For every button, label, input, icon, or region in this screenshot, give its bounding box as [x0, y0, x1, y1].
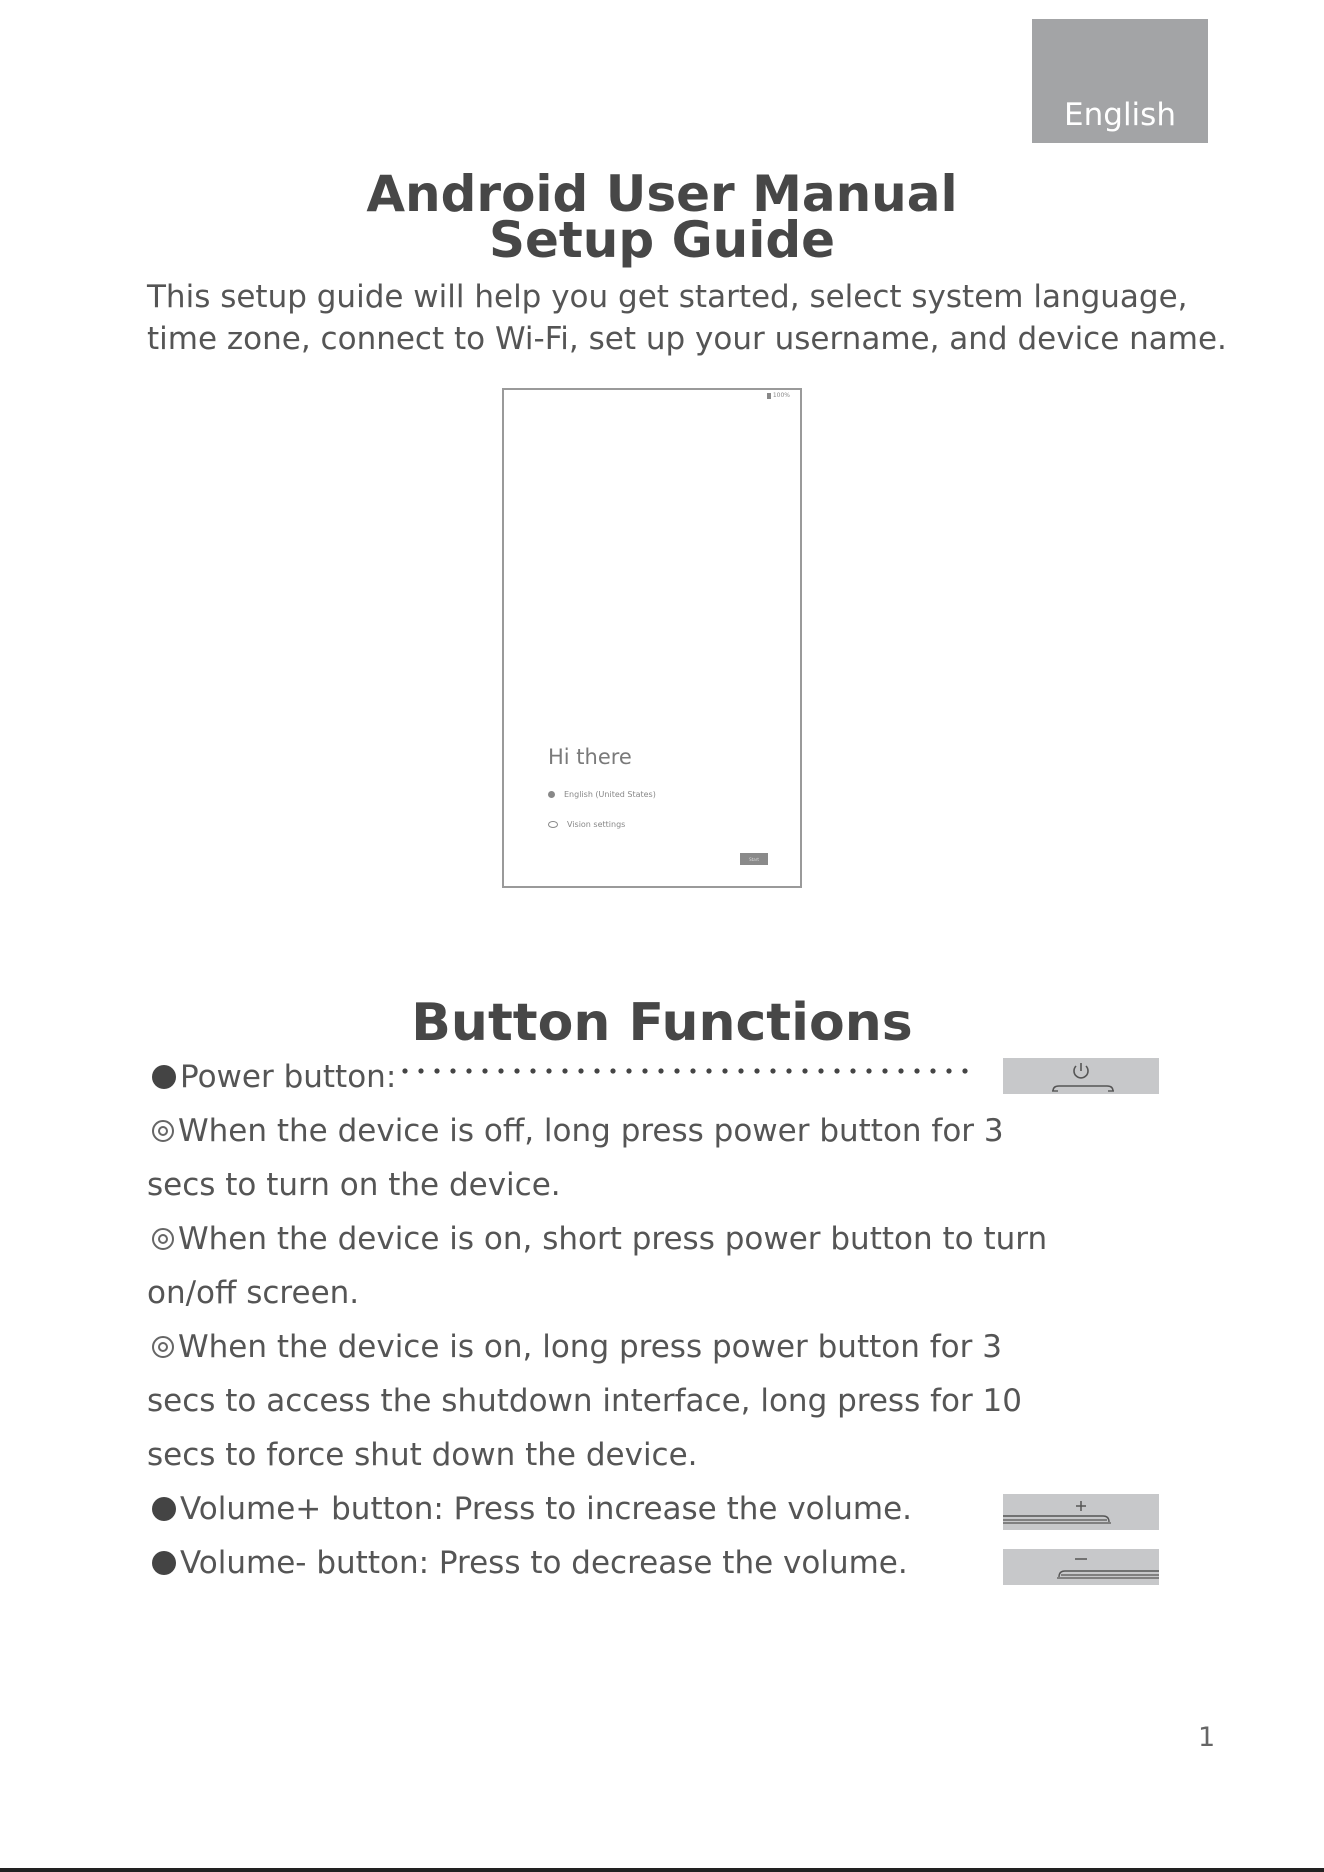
bullet-icon: [152, 1497, 176, 1521]
volume-down-item: [147, 1543, 908, 1583]
plus-icon: [1003, 1494, 1159, 1530]
battery-level: 100%: [772, 392, 790, 399]
intro-line-1: This setup guide will help you get started, select system language,: [147, 279, 1188, 315]
bullet-icon: [152, 1065, 176, 1089]
greeting-text: Hi there: [548, 745, 632, 769]
power-key-illustration: [1003, 1058, 1159, 1094]
start-button: Start: [740, 853, 768, 865]
power-button-item: [147, 1057, 396, 1097]
power-button-label: Power button:: [180, 1059, 397, 1095]
volume-down-key-illustration: [1003, 1549, 1159, 1585]
language-tab-label: English: [1064, 97, 1176, 133]
power-instruction-2-cont: on/off screen.: [147, 1275, 360, 1311]
manual-title: Android User Manual: [366, 165, 958, 223]
vision-settings-label: Vision settings: [567, 820, 626, 829]
manual-subtitle: Setup Guide: [488, 211, 836, 269]
instruction-text: When the device is off, long press power button for 3: [178, 1113, 1004, 1149]
circle-bullet-icon: [152, 1228, 174, 1250]
power-instruction-1-cont: secs to turn on the device.: [147, 1167, 561, 1203]
power-icon: [1003, 1058, 1159, 1094]
intro-paragraph: [147, 276, 1227, 360]
bottom-divider: [0, 1868, 1324, 1872]
minus-icon: [1003, 1549, 1159, 1585]
power-instruction-3-cont: secs to access the shutdown interface, long press for 10: [147, 1383, 1023, 1419]
instruction-text: When the device is on, long press power button for 3: [178, 1329, 1002, 1365]
volume-up-key-illustration: [1003, 1494, 1159, 1530]
button-functions-heading: Button Functions: [411, 993, 913, 1053]
power-instruction-1: [147, 1111, 1004, 1151]
power-instruction-2: [147, 1219, 1047, 1259]
language-option-label: English (United States): [564, 790, 656, 799]
dot-leader: [397, 1063, 969, 1079]
volume-down-text: Volume- button: Press to decrease the volume.: [180, 1545, 908, 1581]
globe-icon: [548, 791, 555, 798]
volume-up-item: [147, 1489, 912, 1529]
power-instruction-3-cont-2: secs to force shut down the device.: [147, 1437, 698, 1473]
instruction-text: When the device is on, short press power button to turn: [178, 1221, 1048, 1257]
device-screenshot: [502, 388, 802, 888]
intro-line-2: time zone, connect to Wi-Fi, set up your username, and device name.: [147, 321, 1227, 357]
volume-up-text: Volume+ button: Press to increase the volume.: [180, 1491, 913, 1527]
page-number: 1: [1198, 1722, 1216, 1753]
battery-icon: [767, 393, 771, 399]
circle-bullet-icon: [152, 1336, 174, 1358]
language-option: [548, 790, 656, 799]
circle-bullet-icon: [152, 1120, 174, 1142]
bullet-icon: [152, 1551, 176, 1575]
language-tab: [1032, 19, 1208, 143]
power-instruction-3: [147, 1327, 1002, 1367]
eye-icon: [548, 821, 558, 828]
status-bar: [767, 392, 790, 399]
vision-settings-option: [548, 820, 625, 829]
